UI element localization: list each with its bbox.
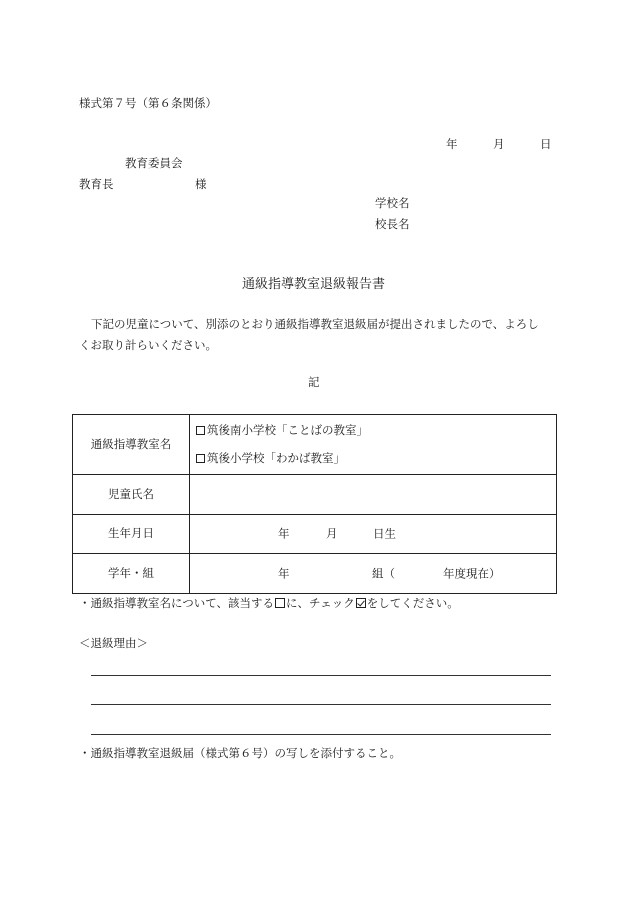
grade-class-field[interactable]: [190, 554, 557, 594]
checkbox-icon[interactable]: [196, 426, 205, 435]
board-of-education: 教育委員会: [125, 156, 183, 170]
empty-box-icon: [275, 598, 285, 608]
classroom-label: 通級指導教室名: [73, 415, 190, 475]
reason-line-2[interactable]: [91, 704, 551, 705]
date-month-label: 月: [493, 137, 505, 151]
document-title: 通級指導教室退級報告書: [242, 277, 386, 292]
table-row-name: [73, 475, 557, 515]
form-number: 様式第７号（第６条関係）: [79, 96, 217, 110]
grade-unit: 年: [278, 565, 290, 580]
table-row-birthdate: [73, 515, 557, 554]
option-chikugo[interactable]: [190, 450, 556, 465]
note-attachment: ・通級指導教室退級届（様式第６号）の写しを添付すること。: [79, 746, 401, 760]
body-line-2: くお取り計らいください。: [79, 338, 217, 352]
option-label: 筑後南小学校「ことばの教室」: [207, 423, 368, 437]
date-year-label: 年: [446, 137, 458, 151]
ki-heading: 記: [308, 375, 320, 389]
option-chikugo-minami[interactable]: [190, 425, 556, 437]
body-line-1: 下記の児童について、別添のとおり通級指導教室退級届が提出されましたので、よろし: [91, 317, 539, 331]
date-day-label: 日: [540, 137, 552, 151]
school-name-label: 学校名: [375, 196, 410, 210]
student-name-label: 児童氏名: [73, 475, 190, 515]
reason-line-1[interactable]: [91, 675, 551, 676]
as-of-year: 年度現在）: [443, 565, 501, 580]
reason-line-3[interactable]: [91, 734, 551, 735]
table-row-classroom: [73, 415, 557, 475]
checkbox-icon[interactable]: [196, 454, 205, 463]
reason-heading: ＜退級理由＞: [79, 636, 148, 650]
table-row-grade: [73, 554, 557, 594]
birth-year-unit: 年: [278, 526, 290, 541]
classroom-options: [190, 415, 557, 475]
honorific-sama: 様: [195, 177, 207, 191]
birthdate-field[interactable]: [190, 515, 557, 554]
student-name-field[interactable]: [190, 475, 557, 515]
principal-name-label: 校長名: [375, 217, 410, 231]
grade-class-label: 学年・組: [73, 554, 190, 594]
birthdate-label: 生年月日: [73, 515, 190, 554]
birth-month-unit: 月: [326, 526, 338, 541]
report-table: [72, 414, 557, 594]
birth-day-unit: 日生: [373, 526, 396, 541]
class-unit: 組（: [372, 565, 395, 580]
option-label: 筑後小学校「わかば教室」: [207, 450, 345, 465]
checked-box-icon: [356, 598, 366, 608]
note-checkbox-instruction: ・通級指導教室名について、該当する に、チェック をしてください。: [79, 596, 459, 610]
superintendent-label: 教育長: [79, 177, 114, 191]
